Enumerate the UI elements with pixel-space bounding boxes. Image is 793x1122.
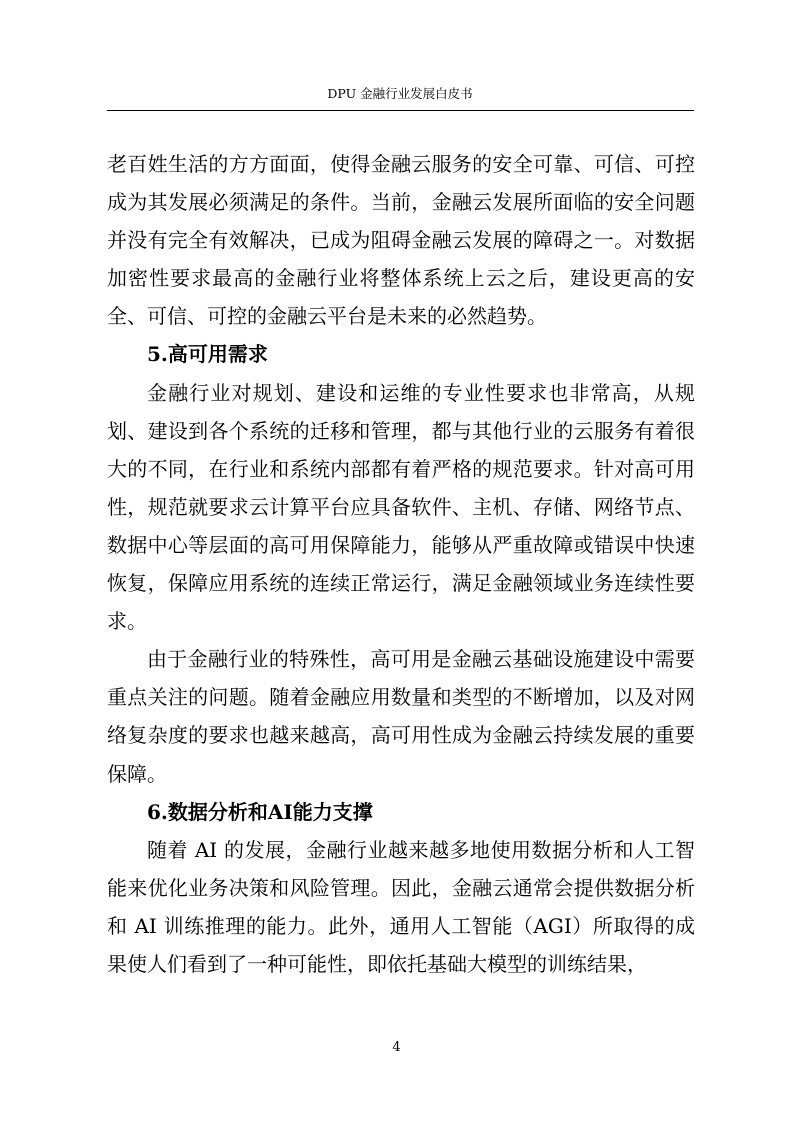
paragraph-continuation: 老百姓生活的方方面面，使得金融云服务的安全可靠、可信、可控成为其发展必须满足的条件。当前，金融云发展所面临的安全问题并没有完全有效解决，已成为阻碍金融云发展的障碍之一。对数据加密性要求最高的金融行业将整体系统上云之后，建设更高的安全、可信、可控的金融云平台是未来的必然趋势。 <box>107 152 695 329</box>
paragraph-data-analysis-ai-1: 随着 AI 的发展，金融行业越来越多地使用数据分析和人工智能来优化业务决策和风险管理。因此，金融云通常会提供数据分析和 AI 训练推理的能力。此外，通用人工智能（AGI）所取得的成果使人们看到了一种可能性，即依托基础大模型的训练结果， <box>107 837 695 976</box>
header-divider <box>107 110 694 111</box>
paragraph-high-availability-1: 金融行业对规划、建设和运维的专业性要求也非常高，从规划、建设到各个系统的迁移和管理，都与其他行业的云服务有着很大的不同，在行业和系统内部都有着严格的规范要求。针对高可用性，规范就要求云计算平台应具备软件、主机、存储、网络节点、数据中心等层面的高可用保障能力，能够从严重故障或错误中快速恢复，保障应用系统的连续正常运行，满足金融领域业务连续性要求。 <box>107 380 695 634</box>
section-heading-high-availability: 5.高可用需求 <box>147 342 268 367</box>
page-number: 4 <box>392 1040 401 1055</box>
running-header: DPU 金融行业发展白皮书 <box>327 86 473 101</box>
section-heading-data-analysis-ai: 6.数据分析和AI能力支撑 <box>147 799 373 824</box>
page-body <box>107 145 695 983</box>
paragraph-high-availability-2: 由于金融行业的特殊性，高可用是金融云基础设施建设中需要重点关注的问题。随着金融应用数量和类型的不断增加，以及对网络复杂度的要求也越来越高，高可用性成为金融云持续发展的重要保障。 <box>107 647 695 786</box>
